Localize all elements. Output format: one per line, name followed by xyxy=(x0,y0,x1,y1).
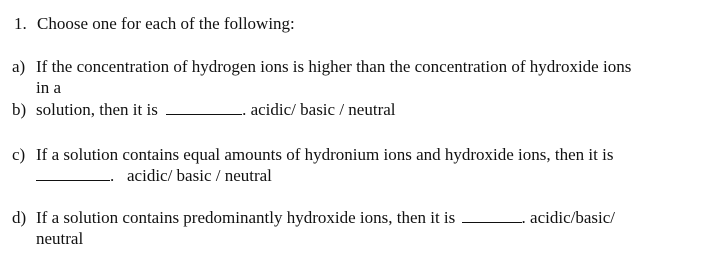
question-prompt: Choose one for each of the following: xyxy=(37,14,295,33)
item-c-line1: If a solution contains equal amounts of hydronium ions and hydroxide ions, then it is xyxy=(36,145,614,164)
question-header xyxy=(14,14,295,34)
item-c-answer-blank[interactable] xyxy=(36,166,110,181)
item-b-options: . acidic/ basic / neutral xyxy=(242,100,396,119)
question-number: 1. xyxy=(14,14,27,33)
item-d-line1 xyxy=(36,208,615,228)
item-c-marker: c) xyxy=(12,145,26,164)
item-b-line xyxy=(36,100,396,120)
item-a-marker: a) xyxy=(12,57,26,76)
item-d-answer-blank[interactable] xyxy=(462,208,522,223)
item-d-text: If a solution contains predominantly hydroxide ions, then it is xyxy=(36,208,456,227)
item-c-line2 xyxy=(36,166,272,186)
item-c-options: . acidic/ basic / neutral xyxy=(110,166,272,185)
item-d-options: . acidic/basic/ xyxy=(521,208,615,227)
item-a-line2: in a xyxy=(36,78,62,97)
item-b-answer-blank[interactable] xyxy=(166,100,242,115)
item-d-line2: neutral xyxy=(36,229,84,248)
item-a-line1: If the concentration of hydrogen ions is higher than the concentration of hydroxide ions xyxy=(36,57,632,76)
item-b-marker: b) xyxy=(12,100,27,119)
item-d-marker: d) xyxy=(12,208,27,227)
item-b-text: solution, then it is xyxy=(36,100,158,119)
